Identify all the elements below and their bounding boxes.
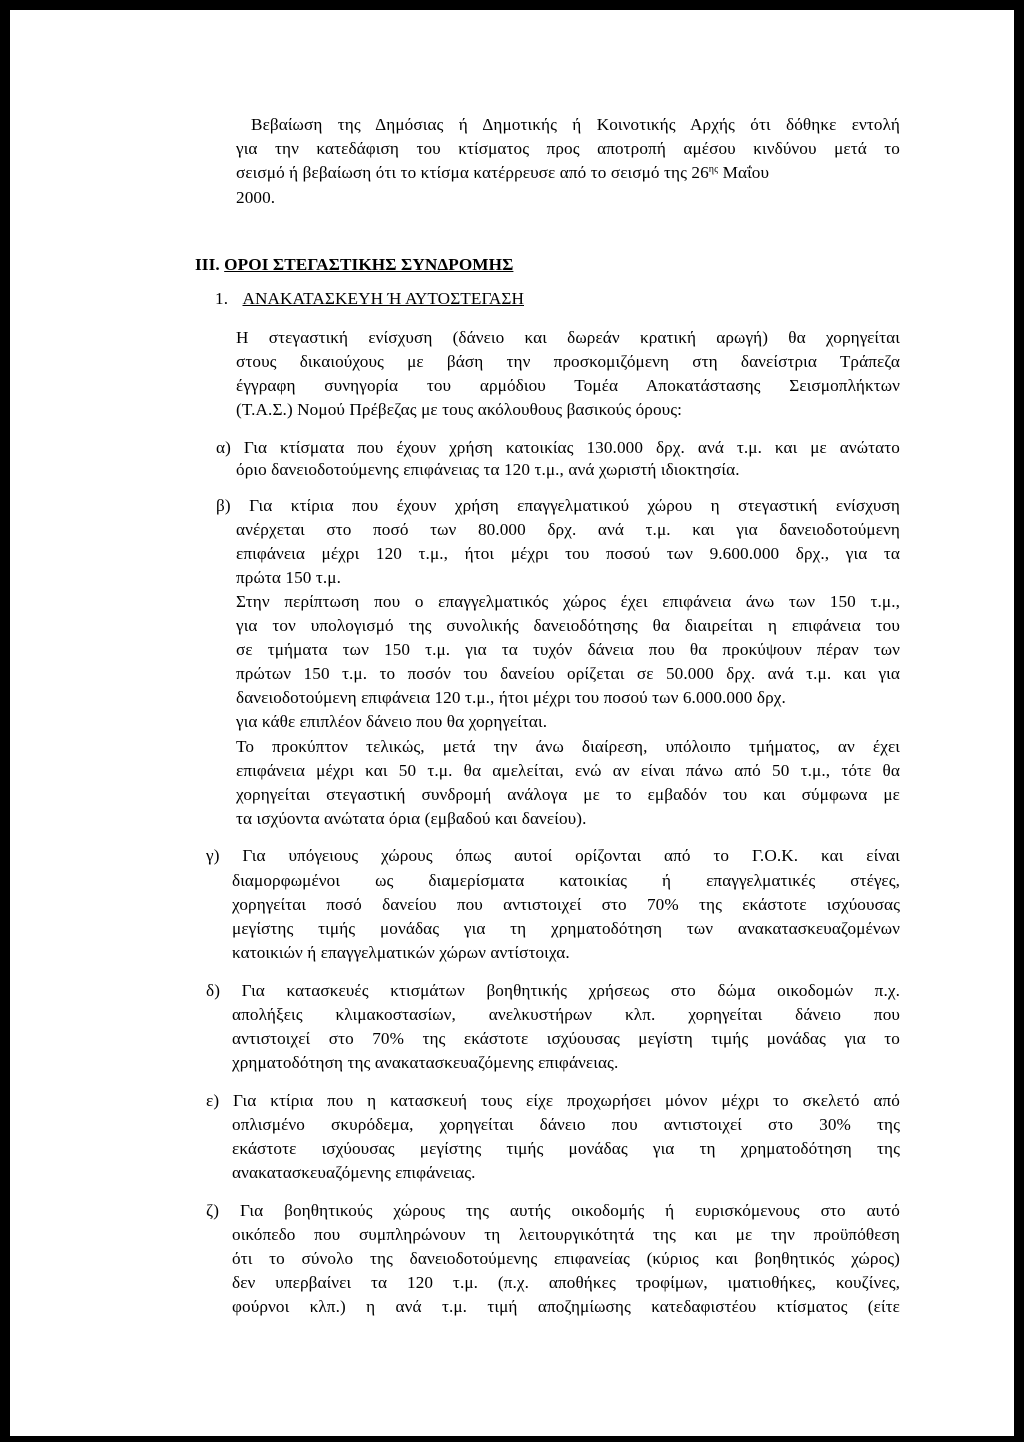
item-b-line-11: Το προκύπτον τελικώς, μετά την άνω διαίρεση, υπόλοιπο τμήματος, αν έχει: [236, 737, 900, 756]
section-number: III.: [195, 255, 220, 274]
item-z-line-1: ζ) Για βοηθητικούς χώρους της αυτής οικοδομής ή ευρισκόμενους στο αυτό: [206, 1201, 900, 1220]
item-b-line-2: ανέρχεται στο ποσό των 80.000 δρχ. ανά τ.μ. και για δανειοδοτούμενη: [236, 520, 900, 539]
item-b-line-5: Στην περίπτωση που ο επαγγελματικός χώρος έχει επιφάνεια άνω των 150 τ.μ.,: [236, 592, 900, 611]
item-c-line-4: μεγίστης τιμής μονάδας για τη χρηματοδότηση των ανακατασκευαζομένων: [232, 919, 900, 938]
item-e-line-4: ανακατασκευαζόμενης επιφάνειας.: [232, 1163, 476, 1182]
intro-line-4: 2000.: [236, 188, 276, 207]
intro-line-3-month: Μαΐου: [718, 163, 770, 182]
item-a-line-1: α) Για κτίσματα που έχουν χρήση κατοικίας 130.000 δρχ. ανά τ.μ. και με ανώτατο: [216, 438, 900, 457]
subheading-number: 1.: [215, 289, 229, 308]
intro-line-3: [236, 162, 900, 184]
item-b-line-9: δανειοδοτούμενη επιφάνεια 120 τ.μ., ήτοι μέχρι του ποσού των 6.000.000 δρχ.: [236, 688, 786, 707]
paragraph-line-4: (Τ.Α.Σ.) Νομού Πρέβεζας με τους ακόλουθους βασικούς όρους:: [236, 400, 683, 419]
ordinal-suffix: ης: [708, 164, 719, 175]
item-b-line-4: πρώτα 150 τ.μ.: [236, 568, 341, 587]
item-c-line-1: γ) Για υπόγειους χώρους όπως αυτοί ορίζονται από το Γ.Ο.Κ. και είναι: [206, 846, 900, 865]
item-b-line-7: σε τμήματα των 150 τ.μ. για τα τυχόν δάνεια που θα προκύψουν πέραν των: [236, 640, 900, 659]
item-b-line-3: επιφάνεια μέχρι 120 τ.μ., ήτοι μέχρι του ποσού των 9.600.000 δρχ., για τα: [236, 544, 900, 563]
paragraph-line-1: Η στεγαστική ενίσχυση (δάνειο και δωρεάν κρατική αρωγή) θα χορηγείται: [236, 328, 900, 347]
item-b-line-10: για κάθε επιπλέον δάνειο που θα χορηγείται.: [236, 712, 548, 731]
item-c-line-2: διαμορφωμένοι ως διαμερίσματα κατοικίας ή επαγγελματικές στέγες,: [232, 871, 900, 890]
item-b-line-1: β) Για κτίρια που έχουν χρήση επαγγελματικού χώρου η στεγαστική ενίσχυση: [216, 496, 900, 515]
item-d-line-1: δ) Για κατασκευές κτισμάτων βοηθητικής χρήσεως στο δώμα οικοδομών π.χ.: [206, 981, 900, 1000]
item-d-line-3: αντιστοιχεί στο 70% της εκάστοτε ισχύουσας μεγίστη τιμής μονάδας για το: [232, 1029, 900, 1048]
item-b-line-6: για τον υπολογισμό της συνολικής δανειοδότησης θα διαιρείται η επιφάνεια του: [236, 616, 900, 635]
item-z-line-4: δεν υπερβαίνει τα 120 τ.μ. (π.χ. αποθήκες τροφίμων, ιματιοθήκες, κουζίνες,: [232, 1273, 900, 1292]
item-z-line-2: οικόπεδο που συμπληρώνουν τη λειτουργικότητά της και με την προϋπόθεση: [232, 1225, 900, 1244]
item-b-line-12: επιφάνεια μέχρι και 50 τ.μ. θα αμελείται, ενώ αν είναι πάνω από 50 τ.μ., τότε θα: [236, 761, 900, 780]
intro-line-1: Βεβαίωση της Δημόσιας ή Δημοτικής ή Κοινοτικής Αρχής ότι δόθηκε εντολή: [251, 115, 900, 134]
item-c-line-3: χορηγείται ποσό δανείου που αντιστοιχεί στο 70% της εκάστοτε ισχύουσας: [232, 895, 900, 914]
item-a-line-2: όριο δανειοδοτούμενης επιφάνειας τα 120 τ.μ., ανά χωριστή ιδιοκτησία.: [236, 460, 740, 479]
item-e-line-1: ε) Για κτίρια που η κατασκευή τους είχε προχωρήσει μόνον μέχρι το σκελετό από: [206, 1091, 900, 1110]
subheading-title: ΑΝΑΚΑΤΑΣΚΕΥΗ Ή ΑΥΤΟΣΤΕΓΑΣΗ: [242, 289, 524, 308]
paragraph-line-2: στους δικαιούχους με βάση την προσκομιζόμενη στη δανείστρια Τράπεζα: [236, 352, 900, 371]
item-d-line-4: χρηματοδότηση της ανακατασκευαζόμενης επιφάνειας.: [232, 1053, 619, 1072]
item-c-line-5: κατοικιών ή επαγγελματικών χώρων αντίστοιχα.: [232, 943, 570, 962]
paragraph-line-3: έγγραφη συνηγορία του αρμόδιου Τομέα Αποκατάστασης Σεισμοπλήκτων: [236, 376, 900, 395]
item-e-line-3: εκάστοτε ισχύουσας μεγίστης τιμής μονάδας για τη χρηματοδότηση της: [232, 1139, 900, 1158]
intro-line-3-text: σεισμό ή βεβαίωση ότι το κτίσμα κατέρρευσε από το σεισμό της 26: [236, 163, 709, 182]
intro-line-2: για την κατεδάφιση του κτίσματος προς αποτροπή αμέσου κινδύνου μετά το: [236, 139, 900, 158]
item-e-line-2: οπλισμένο σκυρόδεμα, χορηγείται δάνειο που αντιστοιχεί στο 30% της: [232, 1115, 900, 1134]
item-z-line-3: ότι το σύνολο της δανειοδοτούμενης επιφανείας (κύριος και βοηθητικός χώρος): [232, 1249, 900, 1268]
item-d-line-2: απολήξεις κλιμακοστασίων, ανελκυστήρων κλπ. χορηγείται δάνειο που: [232, 1005, 900, 1024]
item-b-line-13: χορηγείται στεγαστική συνδρομή ανάλογα με το εμβαδόν του και σύμφωνα με: [236, 785, 900, 804]
item-b-line-14: τα ισχύοντα ανώτατα όρια (εμβαδού και δανείου).: [236, 809, 587, 828]
item-b-line-8: πρώτων 150 τ.μ. το ποσόν του δανείου ορίζεται σε 50.000 δρχ. ανά τ.μ. και για: [236, 664, 900, 683]
subheading: [215, 288, 524, 310]
section-title: ΟΡΟΙ ΣΤΕΓΑΣΤΙΚΗΣ ΣΥΝΔΡΟΜΗΣ: [224, 255, 514, 274]
item-z-line-5: φούρνοι κλπ.) η ανά τ.μ. τιμή αποζημίωσης κατεδαφιστέου κτίσματος (είτε: [232, 1297, 900, 1316]
section-heading: [195, 254, 513, 276]
